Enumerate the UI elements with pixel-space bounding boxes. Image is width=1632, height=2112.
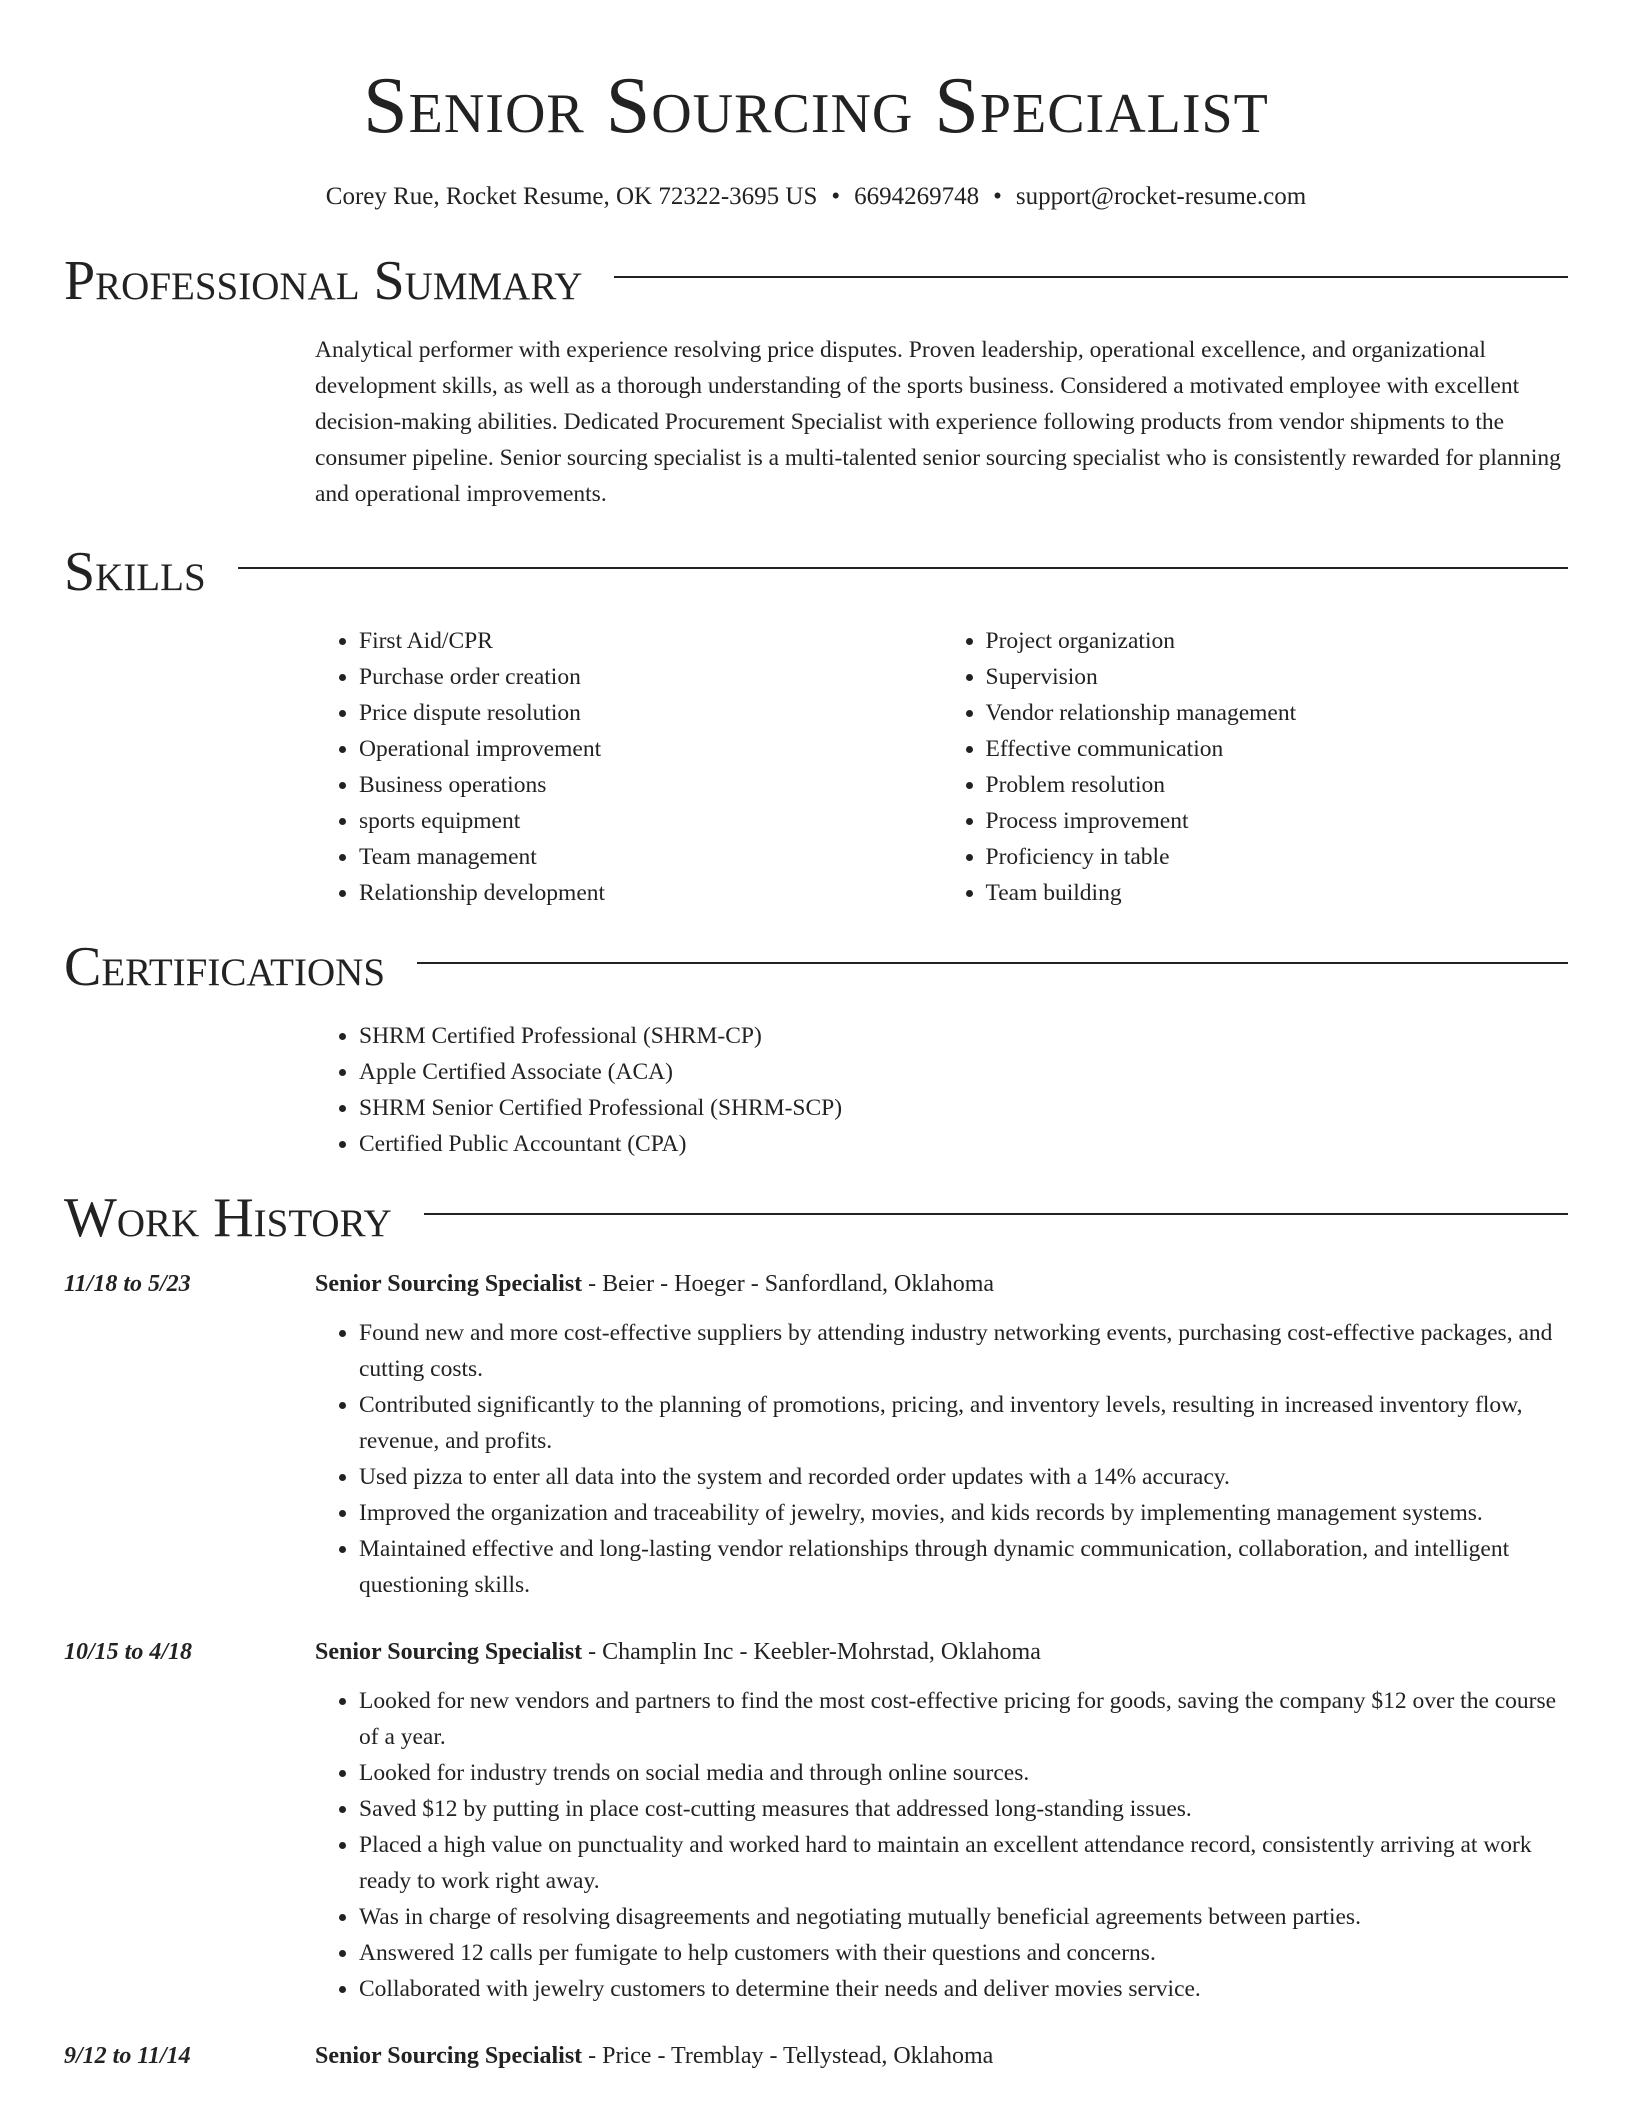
job-bullet-list <box>315 1683 1568 2007</box>
skills-grid <box>315 623 1568 911</box>
list-item: • sports equipment <box>359 803 942 839</box>
job-bullets <box>315 1683 1568 2007</box>
job-header-row <box>64 2041 1568 2071</box>
job-entry <box>64 1637 1568 2007</box>
list-item: • SHRM Certified Professional (SHRM-CP) <box>359 1018 1568 1054</box>
list-item: • Answered 12 calls per fumigate to help customers with their questions and concerns. <box>359 1935 1568 1971</box>
list-item: • Apple Certified Associate (ACA) <box>359 1054 1568 1090</box>
job-entry <box>64 1269 1568 1603</box>
skills-heading: Skills <box>64 541 206 603</box>
work-history-heading: Work History <box>64 1187 392 1249</box>
skills-section-header <box>64 542 1568 602</box>
list-item: • Business operations <box>359 767 942 803</box>
certifications-body <box>315 1018 1568 1162</box>
list-item: • Relationship development <box>359 875 942 911</box>
list-item: • Contributed significantly to the planning of promotions, pricing, and inventory levels, resulting in increased inventory flow, revenue, and profits. <box>359 1387 1568 1459</box>
list-item: • Project organization <box>986 623 1569 659</box>
list-item: • Saved $12 by putting in place cost-cutting measures that addressed long-standing issues. <box>359 1791 1568 1827</box>
job-company: - Beier - Hoeger - Sanfordland, Oklahoma <box>582 1271 995 1297</box>
list-item: • Vendor relationship management <box>986 695 1569 731</box>
contact-line <box>64 182 1568 212</box>
skills-list-left <box>315 623 942 911</box>
list-item: • Looked for new vendors and partners to find the most cost-effective pricing for goods, saving the company $12 over the course of a year. <box>359 1683 1568 1755</box>
job-company: - Price - Tremblay - Tellystead, Oklahoma <box>582 2043 994 2069</box>
job-heading <box>315 1637 1041 1667</box>
job-dates: 10/15 to 4/18 <box>64 1639 193 1665</box>
list-item: • SHRM Senior Certified Professional (SHRM-SCP) <box>359 1090 1568 1126</box>
list-item: • Looked for industry trends on social media and through online sources. <box>359 1755 1568 1791</box>
job-header-row <box>64 1637 1568 1667</box>
contact-address: Corey Rue, Rocket Resume, OK 72322-3695 US <box>325 183 818 210</box>
contact-separator: • <box>831 183 841 210</box>
certifications-heading: Certifications <box>64 936 386 998</box>
list-item: • Effective communication <box>986 731 1569 767</box>
section-divider <box>424 1213 1568 1215</box>
list-item: • Maintained effective and long-lasting vendor relationships through dynamic communication, collaboration, and intelligent questioning skills. <box>359 1531 1568 1603</box>
resume-title: Senior Sourcing Specialist <box>363 62 1269 150</box>
list-item: • Team management <box>359 839 942 875</box>
contact-phone: 6694269748 <box>854 183 980 210</box>
work-history-section-header <box>64 1188 1568 1248</box>
list-item: • Process improvement <box>986 803 1569 839</box>
job-role: Senior Sourcing Specialist <box>315 1639 583 1665</box>
list-item: • Collaborated with jewelry customers to determine their needs and deliver movies service. <box>359 1971 1568 2007</box>
job-heading <box>315 2041 993 2071</box>
list-item: • Supervision <box>986 659 1569 695</box>
job-role: Senior Sourcing Specialist <box>315 1271 583 1297</box>
list-item: • Found new and more cost-effective suppliers by attending industry networking events, purchasing cost-effective packages, and cutting costs. <box>359 1315 1568 1387</box>
list-item: • Was in charge of resolving disagreements and negotiating mutually beneficial agreements between parties. <box>359 1899 1568 1935</box>
summary-text: Analytical performer with experience resolving price disputes. Proven leadership, operational excellence, and organizational development skills, as well as a thorough understanding of the sports business. Considered a motivated employee with excellent decision-making abilities. Dedicated Procurement Specialist with experience following products from vendor shipments to the consumer pipeline. Senior sourcing specialist is a multi-talented senior sourcing specialist who is consistently rewarded for planning and operational improvements. <box>315 337 1561 507</box>
job-heading <box>315 1269 994 1299</box>
job-dates: 11/18 to 5/23 <box>64 1271 191 1297</box>
list-item: • Improved the organization and traceability of jewelry, movies, and kids records by implementing management systems. <box>359 1495 1568 1531</box>
list-item: • Team building <box>986 875 1569 911</box>
job-dates: 9/12 to 11/14 <box>64 2043 191 2069</box>
list-item: • Proficiency in table <box>986 839 1569 875</box>
list-item: • Used pizza to enter all data into the system and recorded order updates with a 14% accuracy. <box>359 1459 1568 1495</box>
list-item: • Certified Public Accountant (CPA) <box>359 1126 1568 1162</box>
list-item: • Placed a high value on punctuality and worked hard to maintain an excellent attendance record, consistently arriving at work ready to work right away. <box>359 1827 1568 1899</box>
list-item: • Problem resolution <box>986 767 1569 803</box>
job-header-row <box>64 1269 1568 1299</box>
job-role: Senior Sourcing Specialist <box>315 2043 583 2069</box>
list-item: • Purchase order creation <box>359 659 942 695</box>
section-divider <box>238 567 1568 569</box>
certifications-section-header <box>64 937 1568 997</box>
summary-body <box>315 332 1568 512</box>
contact-email: support@rocket-resume.com <box>1015 183 1307 210</box>
skills-list-right <box>942 623 1569 911</box>
section-divider <box>417 962 1568 964</box>
job-bullet-list <box>315 1315 1568 1603</box>
job-company: - Champlin Inc - Keebler-Mohrstad, Oklahoma <box>582 1639 1041 1665</box>
list-item: • Price dispute resolution <box>359 695 942 731</box>
list-item: • First Aid/CPR <box>359 623 942 659</box>
summary-section-header <box>64 251 1568 311</box>
section-divider <box>614 276 1568 278</box>
work-history-list <box>64 1269 1568 2071</box>
job-entry <box>64 2041 1568 2071</box>
list-item: • Operational improvement <box>359 731 942 767</box>
contact-separator: • <box>993 183 1002 210</box>
job-bullets <box>315 1315 1568 1603</box>
certifications-list <box>315 1018 1568 1162</box>
summary-heading: Professional Summary <box>64 250 583 312</box>
